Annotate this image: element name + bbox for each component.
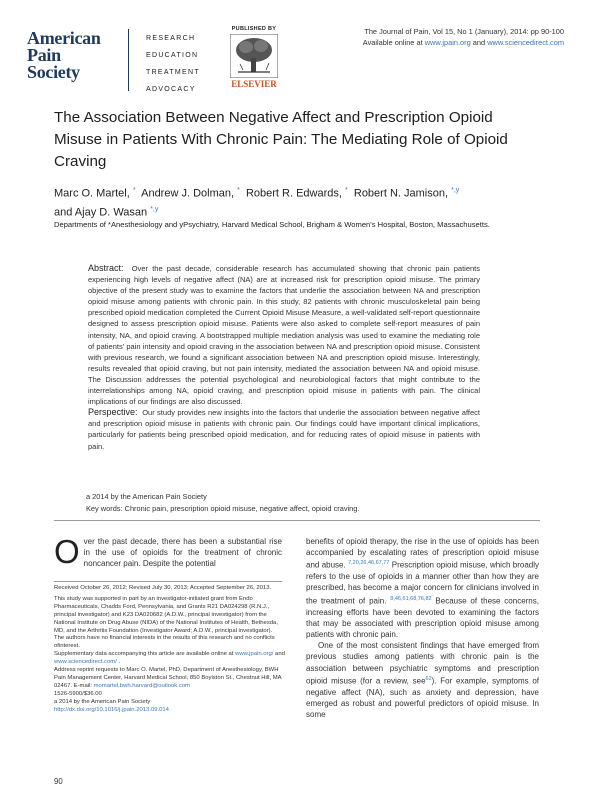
availability-line	[334, 37, 564, 48]
available-online-label: Available online at	[362, 38, 423, 47]
keywords: Key words: Chronic pain, prescription opioid misuse, negative affect, opioid craving.	[86, 504, 360, 513]
body-paragraph	[306, 536, 539, 640]
drop-cap: O	[54, 533, 80, 570]
published-by-label: PUBLISHED BY	[231, 26, 277, 32]
body-column-right	[306, 536, 539, 720]
abstract-label: Abstract:	[88, 263, 124, 273]
author-mark: *	[237, 187, 240, 194]
sciencedirect-link[interactable]: www.sciencedirect.com	[487, 38, 564, 47]
citation-ref[interactable]: 8,46,61,68,76,82	[390, 595, 432, 602]
abstract	[88, 263, 480, 452]
email-link[interactable]: momartel.bwh.harvard@outlook.com	[93, 682, 190, 689]
author: Marc O. Martel,	[54, 187, 130, 200]
logo-divider	[128, 29, 129, 91]
perspective-text: Our study provides new insights into the factors that underlie the association between negative affect and prescription opioid misuse in patients with chronic pain. Our findings could have important clinical implications, particularly for patients being prescribed opioid medication, and for reducing rates of opioid misuse in patients with pain.	[88, 408, 480, 451]
issn: 1526-5900/$36.00	[54, 690, 102, 697]
section-divider	[54, 520, 540, 521]
citation-ref[interactable]: 7,20,26,46,67,77	[348, 560, 390, 567]
supp-jpain-link[interactable]: www.jpain.org/	[235, 651, 274, 658]
author-mark: *,y	[451, 187, 460, 194]
address-text: Address reprint requests to Marc O. Martel, PhD, Department of Anesthesiology, BWH Pain Management Center, Harvard Medical School, 850 Boylston St., Chestnut Hill, MA 02467. E-mail:	[54, 667, 282, 689]
address-note	[54, 667, 286, 691]
body-text: Because of these concerns, increasing efforts have been devoted to examining the factors that may be associated with prescription opioid misuse among patients with chronic pain.	[306, 596, 539, 639]
author-mark: *,y	[150, 205, 159, 213]
body-text: benefits of opioid therapy, the rise in the use of opioids has been accompanied by escalating rates of prescription opioid misuse and abuse.	[306, 537, 539, 571]
supp-dot: .	[118, 659, 121, 666]
page-number: 90	[54, 777, 63, 786]
and-label: and	[472, 38, 486, 47]
author: and Ajay D. Wasan	[54, 206, 148, 219]
author: Andrew J. Dolman,	[141, 187, 235, 200]
citation-ref[interactable]: 62	[425, 675, 432, 682]
article-notes	[54, 585, 286, 715]
footnote-divider	[54, 581, 282, 582]
logo-line: Pain	[27, 45, 61, 65]
mission-item: ADVOCACY	[146, 86, 196, 93]
author: Robert N. Jamison,	[353, 187, 449, 200]
journal-citation	[334, 26, 564, 48]
journal-line: The Journal of Pain, Vol 15, No 1 (January), 2014: pp 90-100	[364, 27, 564, 36]
mission-item: TREATMENT	[146, 69, 200, 76]
abstract-text: Over the past decade, considerable research has accumulated showing that chronic pain patients experiencing high levels of negative affect (NA) are at increased risk for prescription opioid misuse. The primary objective of the present study was to examine the factors that underlie the association between NA and prescription opioid misuse among patients with chronic pain. In this study, 82 patients with chronic musculoskeletal pain being prescribed opioid medication completed the Current Opioid Misuse Measure, a well-validated self-report questionnaire designed to assess prescription opioid misuse. Patients were also asked to complete self-report measures of pain intensity, NA, and opioid craving. A bootstrapped multiple mediation analysis was used to examine the mediating role of patients' pain intensity and opioid craving in the association between NA and prescription opioid misuse. Consistent with previous research, we found a significant association between NA and prescription opioid misuse. Interestingly, results revealed that opioid craving, but not pain intensity, mediated the association between NA and opioid misuse. The Discussion addresses the potential psychological and neurobiological factors that might contribute to the interrelationships among NA, opioid craving, and prescription opioid misuse in patients with pain. The clinical implications of our findings are also discussed.	[88, 264, 480, 407]
body-text: ). For example, symptoms of negative affect (NA), such as anxiety and depression, have emerged as robust and powerful predictors of opioid misuse. In some	[306, 676, 539, 720]
author-list	[54, 183, 544, 220]
doi-link[interactable]: http://dx.doi.org/10.1016/j.jpain.2013.09.014	[54, 706, 169, 713]
footnote-copyright: a 2014 by the American Pain Society	[54, 698, 151, 705]
elsevier-wordmark: ELSEVIER	[231, 79, 277, 89]
supp-and: and	[275, 651, 285, 658]
article-title: The Association Between Negative Affect and Prescription Opioid Misuse in Patients With Chronic Pain: The Mediating Role of Opioid Craving	[54, 109, 508, 170]
supplementary-text: Supplementary data accompanying this article are available online at	[54, 651, 234, 658]
body-text: ver the past decade, there has been a substantial rise in the use of opioids for the treatment of chronic noncancer pain. Despite the potential	[83, 537, 282, 569]
supplementary-note	[54, 651, 286, 667]
abstract-copyright: a 2014 by the American Pain Society	[86, 492, 207, 501]
body-text: One of the most consistent findings that have emerged from previous studies among patients with chronic pain is the association between psychiatric symptoms and prescription opioid misuse (for a review, see	[306, 641, 539, 686]
author: Robert R. Edwards,	[245, 187, 342, 200]
received-dates: Received October 26, 2012; Revised July 30, 2013; Accepted September 26, 2013.	[54, 585, 272, 591]
society-mission	[146, 30, 200, 98]
logo-line: American	[27, 28, 101, 48]
affiliation: Departments of *Anesthesiology and yPsychiatry, Harvard Medical School, Brigham & Women's Hospital, Boston, Massachusetts.	[54, 220, 490, 229]
body-column-left	[54, 533, 282, 570]
supp-sciencedirect-link[interactable]: www.sciencedirect.com/	[54, 659, 117, 666]
mission-item: EDUCATION	[146, 52, 199, 59]
doi-line	[54, 707, 286, 715]
jpain-link[interactable]: www.jpain.org	[424, 38, 471, 47]
body-text: Prescription opioid misuse, which broadly refers to the use of opioids in a manner other than how they are prescribed, has become a major concern for clinicians involved in the treatment of pain.	[306, 561, 540, 606]
author-mark: *	[345, 187, 348, 194]
logo-line: Society	[27, 62, 80, 82]
elsevier-tree-icon	[230, 34, 278, 78]
mission-item: RESEARCH	[146, 35, 196, 42]
author-mark: *	[132, 187, 136, 194]
society-logo	[27, 30, 127, 81]
publisher-logo	[219, 26, 289, 89]
perspective-label: Perspective:	[88, 407, 138, 418]
funding-note: This study was supported in part by an investigator-initiated grant from Endo Pharmaceuticals, Chadds Ford, Pennsylvania, and Grants R21 DA024298 (R.N.J., principal investigator) and K23 DA020682 (A.D.W., principal investigator) from the National Institute on Drug Abuse (NIDA) of the National Institutes of Health, Bethesda, MD, and the Arthritis Foundation (Investigator Award; A.D.W., principal investigator).	[54, 595, 278, 634]
body-paragraph	[306, 640, 539, 720]
conflicts-note: The authors have no financial interests in the results of this research and no conflicts ofinterest.	[54, 635, 275, 650]
